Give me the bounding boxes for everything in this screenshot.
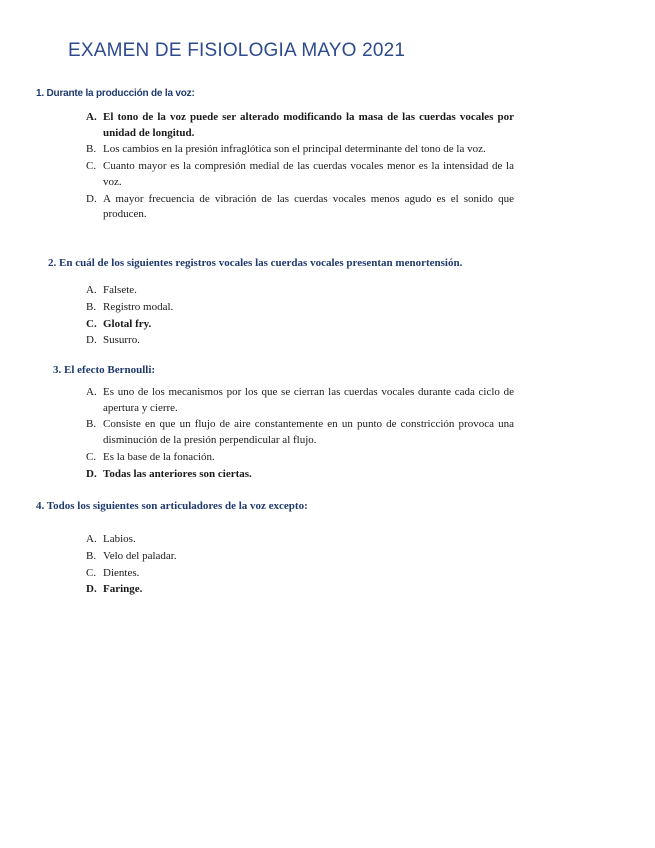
question-4-option-c <box>86 566 514 582</box>
question-3-option-c <box>86 450 514 466</box>
question-1-heading: 1. Durante la producción de la voz: <box>36 88 195 99</box>
question-4-option-a <box>86 532 514 548</box>
page-title: EXAMEN DE FISIOLOGIA MAYO 2021 <box>68 40 406 61</box>
question-2-heading: 2. En cuál de los siguientes registros vocales las cuerdas vocales presentan menortensión. <box>48 257 463 269</box>
option-text: Es uno de los mecanismos por los que se cierran las cuerdas vocales durante cada ciclo de apertura y cierre. <box>103 386 514 414</box>
option-text: Faringe. <box>103 583 143 596</box>
option-text: Labios. <box>103 533 136 545</box>
question-2-option-c <box>86 317 514 333</box>
option-text: Velo del paladar. <box>103 549 177 562</box>
option-text: El tono de la voz puede ser alterado modificando la masa de las cuerdas vocales por unidad de longitud. <box>103 111 514 139</box>
option-text: Registro modal. <box>103 300 174 313</box>
option-text: Consiste en que un flujo de aire constantemente en un punto de constricción provoca una disminución de la presión perpendicular al flujo. <box>103 418 514 446</box>
option-letter: B. <box>86 549 97 562</box>
option-letter: D. <box>86 192 97 205</box>
option-letter: C. <box>86 160 97 173</box>
question-3-heading: 3. El efecto Bernoulli: <box>53 364 156 376</box>
question-2-option-b <box>86 300 514 316</box>
option-letter: A. <box>86 284 97 296</box>
option-text: Susurro. <box>103 334 140 347</box>
option-text: Todas las anteriores son ciertas. <box>103 467 252 480</box>
option-letter: D. <box>86 467 97 480</box>
option-letter: B. <box>86 300 97 313</box>
option-text: Es la base de la fonación. <box>103 450 215 463</box>
option-text: Falsete. <box>103 284 137 296</box>
question-4-heading: 4. Todos los siguientes son articuladores de la voz excepto: <box>36 500 308 512</box>
option-text: Cuanto mayor es la compresión medial de las cuerdas vocales menor es la intensidad de la voz. <box>103 160 514 188</box>
option-text: A mayor frecuencia de vibración de las cuerdas vocales menos agudo es el sonido que producen. <box>103 192 514 221</box>
option-letter: B. <box>86 143 97 156</box>
question-1-options <box>86 110 514 224</box>
question-3-option-a <box>86 385 514 416</box>
option-letter: D. <box>86 583 97 596</box>
question-2-option-a <box>86 283 514 299</box>
option-letter: C. <box>86 566 97 579</box>
option-letter: C. <box>86 450 97 463</box>
option-text: Glotal fry. <box>103 317 152 330</box>
question-1-option-a <box>86 110 514 141</box>
option-letter: C. <box>86 317 97 330</box>
question-2-options <box>86 283 514 350</box>
question-3-option-d <box>86 467 514 483</box>
question-3-options <box>86 385 514 483</box>
option-text: Los cambios en la presión infraglótica son el principal determinante del tono de la voz. <box>103 143 486 156</box>
question-2-option-d <box>86 333 514 349</box>
option-letter: A. <box>86 533 97 545</box>
option-letter: A. <box>86 111 97 123</box>
question-4-option-b <box>86 549 514 565</box>
question-4-options <box>86 532 514 599</box>
question-4-option-d <box>86 582 514 598</box>
question-3-option-b <box>86 417 514 448</box>
question-1-option-b <box>86 142 514 158</box>
option-letter: B. <box>86 418 97 431</box>
question-1-option-c <box>86 159 514 190</box>
question-1-option-d <box>86 192 514 223</box>
option-letter: D. <box>86 334 97 347</box>
option-letter: A. <box>86 386 97 398</box>
option-text: Dientes. <box>103 566 140 579</box>
